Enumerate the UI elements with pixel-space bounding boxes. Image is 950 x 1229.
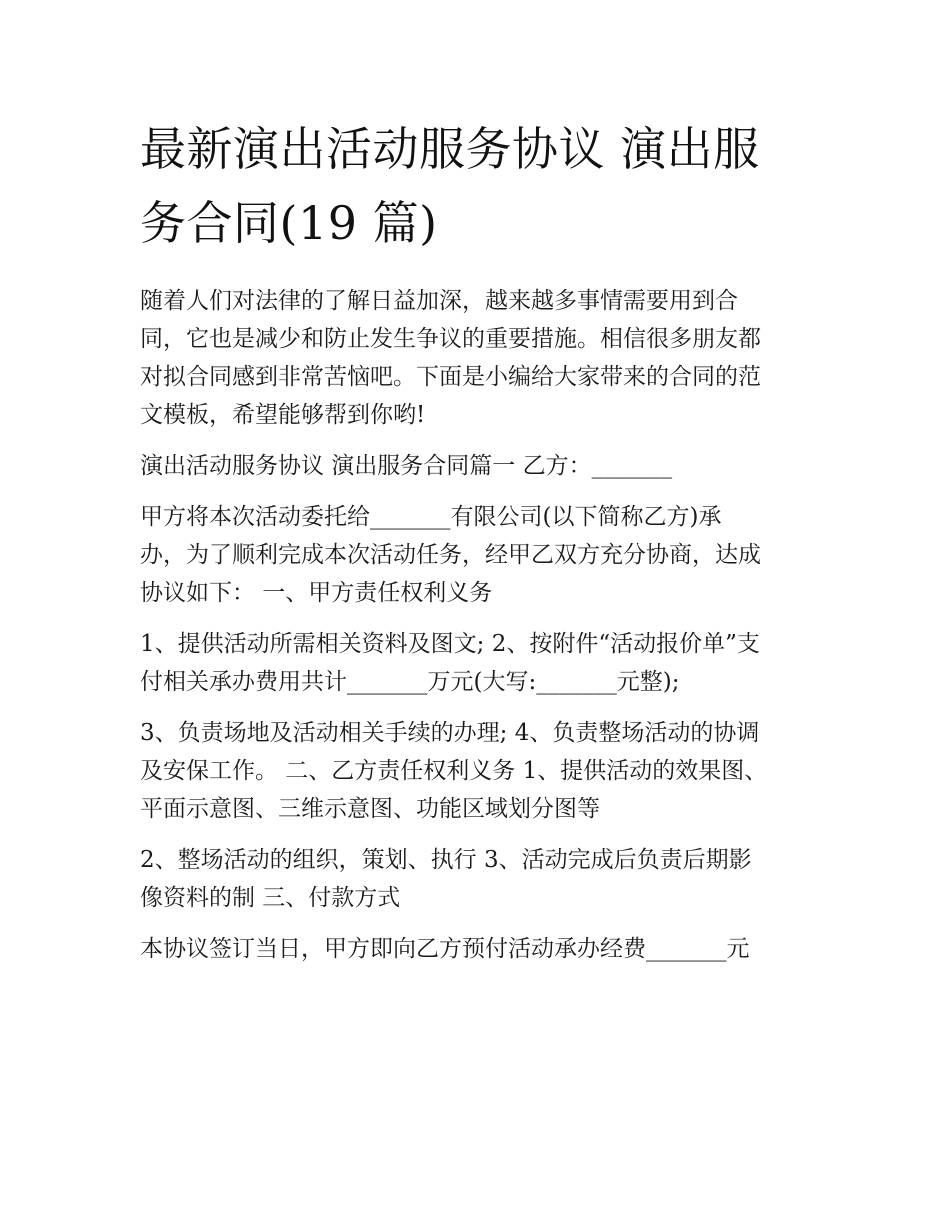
paragraph-section-heading [140,447,830,485]
text-line: 同，它也是减少和防止发生争议的重要措施。相信很多朋友都 [140,326,761,352]
text-line: 甲方将本次活动委托给_______有限公司(以下简称乙方)承 [140,504,722,530]
text-line: 办，为了顺利完成本次活动任务，经甲乙双方充分协商，达成 [140,542,761,568]
text-line: 演出活动服务协议 演出服务合同篇一 乙方：_______ [140,453,673,479]
text-line: 本协议签订当日，甲方即向乙方预付活动承办经费_______元 [140,936,750,962]
paragraph-intro [140,282,830,434]
text-line: 随着人们对法律的了解日益加深，越来越多事情需要用到合 [140,288,738,314]
text-line: 像资料的制 三、付款方式 [140,885,401,911]
paragraph-party-a-duties-1 [140,625,830,701]
paragraph-agreement [140,498,830,612]
title-line: 最新演出活动服务协议 演出服 [140,122,760,176]
text-line: 2、整场活动的组织，策划、执行 3、活动完成后负责后期影 [140,847,752,873]
paragraph-party-b-duties [140,841,830,917]
text-line: 平面示意图、三维示意图、功能区域划分图等 [140,796,600,822]
text-line: 付相关承办费用共计_______万元(大写:_______元整); [140,669,680,695]
text-line: 协议如下： 一、甲方责任权利义务 [140,580,493,606]
paragraph-party-a-duties-2 [140,714,830,828]
document-body [140,282,830,981]
paragraph-payment [140,930,830,968]
title-line: 务合同(19 篇) [140,196,438,250]
document-title [140,112,830,260]
text-line: 文模板，希望能够帮到你哟! [140,402,426,428]
text-line: 1、提供活动所需相关资料及图文; 2、按附件“活动报价单”支 [140,631,760,657]
text-line: 3、负责场地及活动相关手续的办理; 4、负责整场活动的协调 [140,720,760,746]
text-line: 对拟合同感到非常苦恼吧。下面是小编给大家带来的合同的范 [140,364,761,390]
text-line: 及安保工作。 二、乙方责任权利义务 1、提供活动的效果图、 [140,758,768,784]
